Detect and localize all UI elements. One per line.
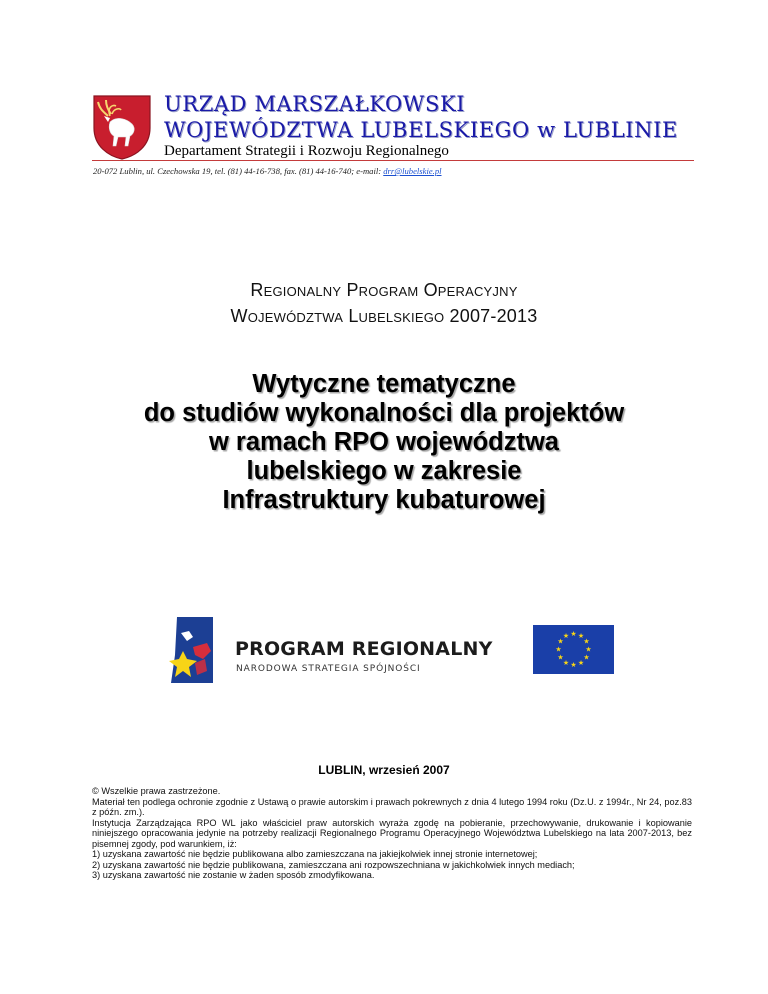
svg-text:★: ★ [583,637,590,646]
svg-text:★: ★ [583,653,590,662]
program-regionalny-label: PROGRAM REGIONALNY [235,638,493,660]
title-line1: Wytyczne tematyczne [252,370,516,398]
svg-text:★: ★ [570,661,577,669]
svg-text:★: ★ [577,659,585,667]
condition-3: 3) uzyskana zawartość nie zostanie w żaden sposób zmodyfikowana. [92,870,375,880]
city-date: LUBLIN, wrzesień 2007 [318,763,450,777]
email-link[interactable]: drr@lubelskie.pl [383,166,442,176]
svg-text:★: ★ [562,659,570,667]
program-regionalny-logo-icon [167,615,217,685]
title-line3: w ramach RPO województwa [209,428,559,456]
address-text: 20-072 Lublin, ul. Czechowska 19, tel. (81) 44-16-738, fax. (81) 44-16-740; e-mail: [93,166,384,176]
svg-text:★: ★ [557,637,564,646]
strategy-label: NARODOWA STRATEGIA SPÓJNOŚCI [236,664,421,674]
title-line2: do studiów wykonalności dla projektów [143,399,625,427]
svg-text:★: ★ [557,653,564,662]
copyright-notice [92,786,692,881]
copyright-line: © Wszelkie prawa zastrzeżone. [92,786,221,796]
eu-flag-icon [533,625,614,674]
condition-1: 1) uzyskana zawartość nie będzie publikowana albo zamieszczana na jakiejkolwiek innej stronie internetowej; [92,849,538,859]
department-name: Departament Strategii i Rozwoju Regionalnego [164,143,449,159]
svg-text:★: ★ [562,632,570,640]
lubelskie-crest-icon [92,94,152,160]
svg-text:★: ★ [577,632,585,640]
svg-text:★: ★ [555,645,562,654]
svg-text:★: ★ [585,645,592,654]
condition-2: 2) uzyskana zawartość nie będzie publikowana, zamieszczana ani rozpowszechniana w jakichkolwiek innych mediach; [92,859,575,870]
program-title-line1: Regionalny Program Operacyjny [250,280,518,300]
program-title-line2: Województwa Lubelskiego 2007-2013 [230,306,538,326]
office-name-line1: URZĄD MARSZAŁKOWSKI [164,92,466,116]
contact-address [93,166,442,176]
svg-text:★: ★ [570,630,577,638]
office-name-line2: WOJEWÓDZTWA LUBELSKIEGO w LUBLINIE [164,118,678,142]
header-divider [92,160,694,161]
document-title [0,370,768,515]
title-line5: Infrastruktury kubaturowej [222,486,546,514]
legal-paragraph-2: Instytucja Zarządzająca RPO WL jako właściciel praw autorskich wyraża zgodę na pobieranie, przechowywanie, drukowanie i kopiowanie niniejszego opracowania jedynie na potrzeby realizacji Regionalnego Programu Operacyjnego Województwa Lubelskiego na lata 2007-2013, bez pisemnej zgody, pod warunkiem, iż: [92,817,692,849]
legal-paragraph-1: Materiał ten podlega ochronie zgodnie z Ustawą o prawie autorskim i prawach pokrewnych z dnia 4 lutego 1994 roku (Dz.U. z 1994r., Nr 24, poz.83 z późn. zm.). [92,796,692,817]
title-line4: lubelskiego w zakresie [246,457,522,485]
